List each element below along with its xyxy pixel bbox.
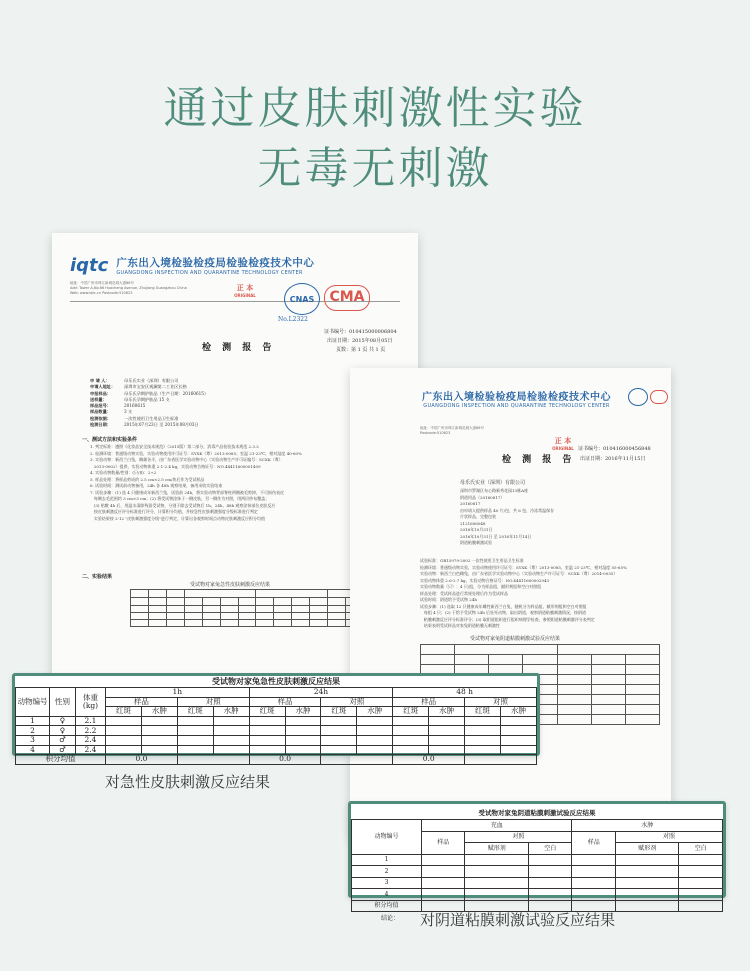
doc2-cnas-seal-icon (628, 388, 648, 406)
mucosa-table-title: 受试物对家兔阴道粘膜刺激试验反应结果 (478, 809, 596, 817)
iqtc-logo: iqtc (70, 255, 109, 276)
headline-line1: 通过皮肤刺激性实验 (163, 83, 587, 134)
doc2-original-stamp: 正 本 ORIGINAL (552, 437, 574, 451)
doc2-center-name-en: GUANGDONG INSPECTION AND QUARANTINE TECHNOLOGY CENTER (423, 403, 610, 409)
header-time-48h: 48 h (393, 688, 537, 698)
doc2-certificate-number: 证书编号：010416000456848 (578, 446, 651, 452)
header-sex: 性别 (50, 688, 76, 717)
cma-seal-icon: CMA (324, 285, 370, 311)
report-title: 检 测 报 告 (202, 343, 276, 353)
caption-skin-test: 对急性皮肤刺激反应结果 (105, 773, 271, 791)
score-row: 积分均值 0.0 0.0 0.0 (16, 755, 537, 765)
table-row: 1 ♀ 2.1 (16, 716, 537, 726)
table-row: 4 ♂ 2.4 (16, 745, 537, 755)
section-results-heading: 二、实验结果 (82, 574, 113, 580)
original-stamp: 正 本 ORIGINAL (234, 284, 256, 298)
doc2-address-block: 地址：中国广州市珠江新城花城大道66号 Postcode:510623 (420, 426, 484, 435)
certificate-number: 证书编号：010415000006804 (324, 329, 397, 335)
cnas-seal-icon: CNAS (284, 283, 320, 315)
doc2-center-name-cn: 广东出入境检验检疫局检验检疫技术中心 (422, 392, 611, 403)
table-row: 4 (352, 889, 723, 901)
issue-date: 出证日期：2015年08月05日 (327, 338, 393, 344)
center-name-cn: 广东出入境检验检疫局检验检疫技术中心 (116, 257, 315, 269)
table-row: 3 (352, 877, 723, 889)
methods-text-lines: 1. 判定标准：遵照《化妆品安全技术规范》（2015版）第二部分，消毒产品检验技术规范 2.3.3 2. 检测环境：普通级动物实验，实验动物使用许可证号：SYXK（粤）2013-0085；室温 21-23℃，相对湿度 40-60% 3. 实验动物：新西兰白兔，雌雄各半，由广东省医学实验动物中心（实验动物生产许可证编号：SCXK（粤） 2013-0002）提供，实验动物体重 2.1-2.4 kg，实验动物合格证号：NO.44411600001409 4. 实验动物数量/性别：(只/♀)：2+2 5. 样品处理：将样品剪成约 2.5 cm×2.5 cm/块后作为受试样品 6. 试验时间：测试前动物备用，24h 各 48h 观察结果，备用采收实验结束 7. 试验步骤：(1) 选 4 只健康成年新西兰兔，试验前 24h，将实验动物背部脊柱两侧被毛剪掉，不可损伤表皮 每侧去毛范围约 3 cm×3 cm；(2) 将受试物涂抹于一侧皮肤，另一侧作为对照，用两层纱布覆盖； (3) 贴敷 4h 后，用温水清除残留受试物，分别于除去受试物后 1h、24h、48h 观察涂抹部位皮肤反应 按皮肤刺激反应评分标准进行评分，计算积分均值，并按急性皮肤刺激强度分级标准进行判定 实验结果按 2-12 "皮肤刺激强度分级"进行判定，计算出各观察时间点动物皮肤刺激反应积分均值 (90, 444, 302, 521)
doc2-method-lines: 试验标准：GB15979-2002 一次性使用卫生用品卫生标准 检测环境：普通级动物实验，实验动物使用许可证号：SYXK（粤）2013-0085，室温 21-23℃，相对湿度 55-65% 实验动物：新西兰白色雌兔，由广东省医学实验动物中心（实验动物生产许可证号：SCXK（粤）2014-0035） 实验动物体重 2.6-2.7 kg，实验动物合格证号：NO.44411600002943 实验动物数量（只）：4 只/组，分为样品组，赋形剂组和空白对照组 样品处理：受试样品进行常规处理后作为受试样品 试验时间：阴道给予受试物 24h 试验步骤：(1) 选取 12 只健康成年雌性新西兰白兔，随机分为样品组、赋形剂组和空白对照组 每组 4 只；(2) 于给予受试物 24h 后处死动物，取出阴道，观察阴道粘膜刺激情况，按阴道 粘膜刺激反应评分标准评分；(3) 取阴道组织进行组织病理学检查，参照阴道粘膜刺激评分表判定 结果表明受试样品对家兔阴道粘膜无刺激性 (420, 558, 627, 628)
skin-irritation-table: 动物编号 性别 体重(kg) 1h 24h 48 h 样品 对照 样品 对照 样品 对照 红斑 水肿 红斑 水肿 红斑 水肿 红斑 水肿 红斑 水肿 红斑 水肿 1 ♀ 2.1 2 ♀ 2.2 3 ♂ 2.4 4 ♂ 2.4 积分均值 0.0 0.0 0.0 (15, 687, 537, 765)
report-document-2 (350, 368, 671, 838)
page-count: 页数：第 1 页 共 1 页 (336, 347, 386, 353)
caption-mucosa-test: 对阴道粘膜刺激试验反应结果 (420, 911, 616, 929)
headline-line2: 无毒无刺激 (257, 143, 493, 194)
score-row: 积分均值 (352, 900, 723, 912)
center-name-en: GUANGDONG INSPECTION AND QUARANTINE TECHNOLOGY CENTER (116, 270, 303, 276)
conclusion-label: 结论： (381, 915, 400, 922)
doc2-cma-seal-icon (650, 390, 668, 404)
doc2-field-lines: 深圳市罗湖区布心路新秀花园13栋A座 阴道用品（20160817） 20160817 由申请人提供样品 40 片/包，共 6 包，冷冻常温保存 片状样品，完整包装 2121606048 2016年10月31日 2016年10月31日 至 2016年11月14日 阴道粘膜刺激试验 (460, 488, 555, 545)
table-row: 1 (352, 854, 723, 866)
header-time-1h: 1h (106, 688, 250, 698)
doc2-issue-date: 出证日期：2016年11月15日 (580, 456, 646, 462)
header-time-24h: 24h (249, 688, 393, 698)
mucosa-irritation-table: 动物编号 充血 水肿 样品 对照 样品 对照 赋形剂 空白 赋形剂 空白 1 2 3 4 积分均值 (351, 819, 723, 912)
table-row: 2 ♀ 2.2 (16, 726, 537, 736)
skin-table-title: 受试物对家兔急性皮肤刺激反应结果 (212, 676, 340, 686)
skin-irritation-table-callout (12, 673, 540, 764)
table-row: 3 ♂ 2.4 (16, 735, 537, 745)
section-methods-heading: 一、测试方法和实验条件 (82, 437, 138, 443)
doc1-table-title: 受试物对家兔急性皮肤刺激反应结果 (190, 582, 271, 588)
header-animal-no: 动物编号 (16, 688, 50, 717)
table-row: 2 (352, 866, 723, 878)
address-block: 地址：中国广州市珠江新城花城大道66号 Add: Tower A,No.66 Huacheng Avenue, Zhujiang Guangzhou China Web: www.iqtc.cn Postcode:510623 (70, 281, 187, 295)
cnas-number: No.L2322 (278, 316, 308, 323)
doc2-table-title: 受试物对家兔阴道粘膜刺激试验反应结果 (470, 636, 561, 642)
doc2-applicant: 母乐氏实业（深圳）有限公司 (460, 480, 526, 486)
doc2-report-title: 检 测 报 告 (502, 455, 576, 465)
header-weight: 体重(kg) (76, 688, 106, 717)
report-fields: 申 请 人： 母乐氏实业（深圳）有限公司 申请人地址： 深圳市宝安区观澜第二工业区长格 申报样品： 母乐氏孕期护肤品（生产日期：20160615） 送样量： 母乐氏孕期护肤品 15 支 样品批号： 20160615 样品数量： 3 支 检测依据： 一次性使用卫生用品卫生标准 检测日期： 2015年07月23日 至 2015年08月03日 (90, 378, 209, 428)
